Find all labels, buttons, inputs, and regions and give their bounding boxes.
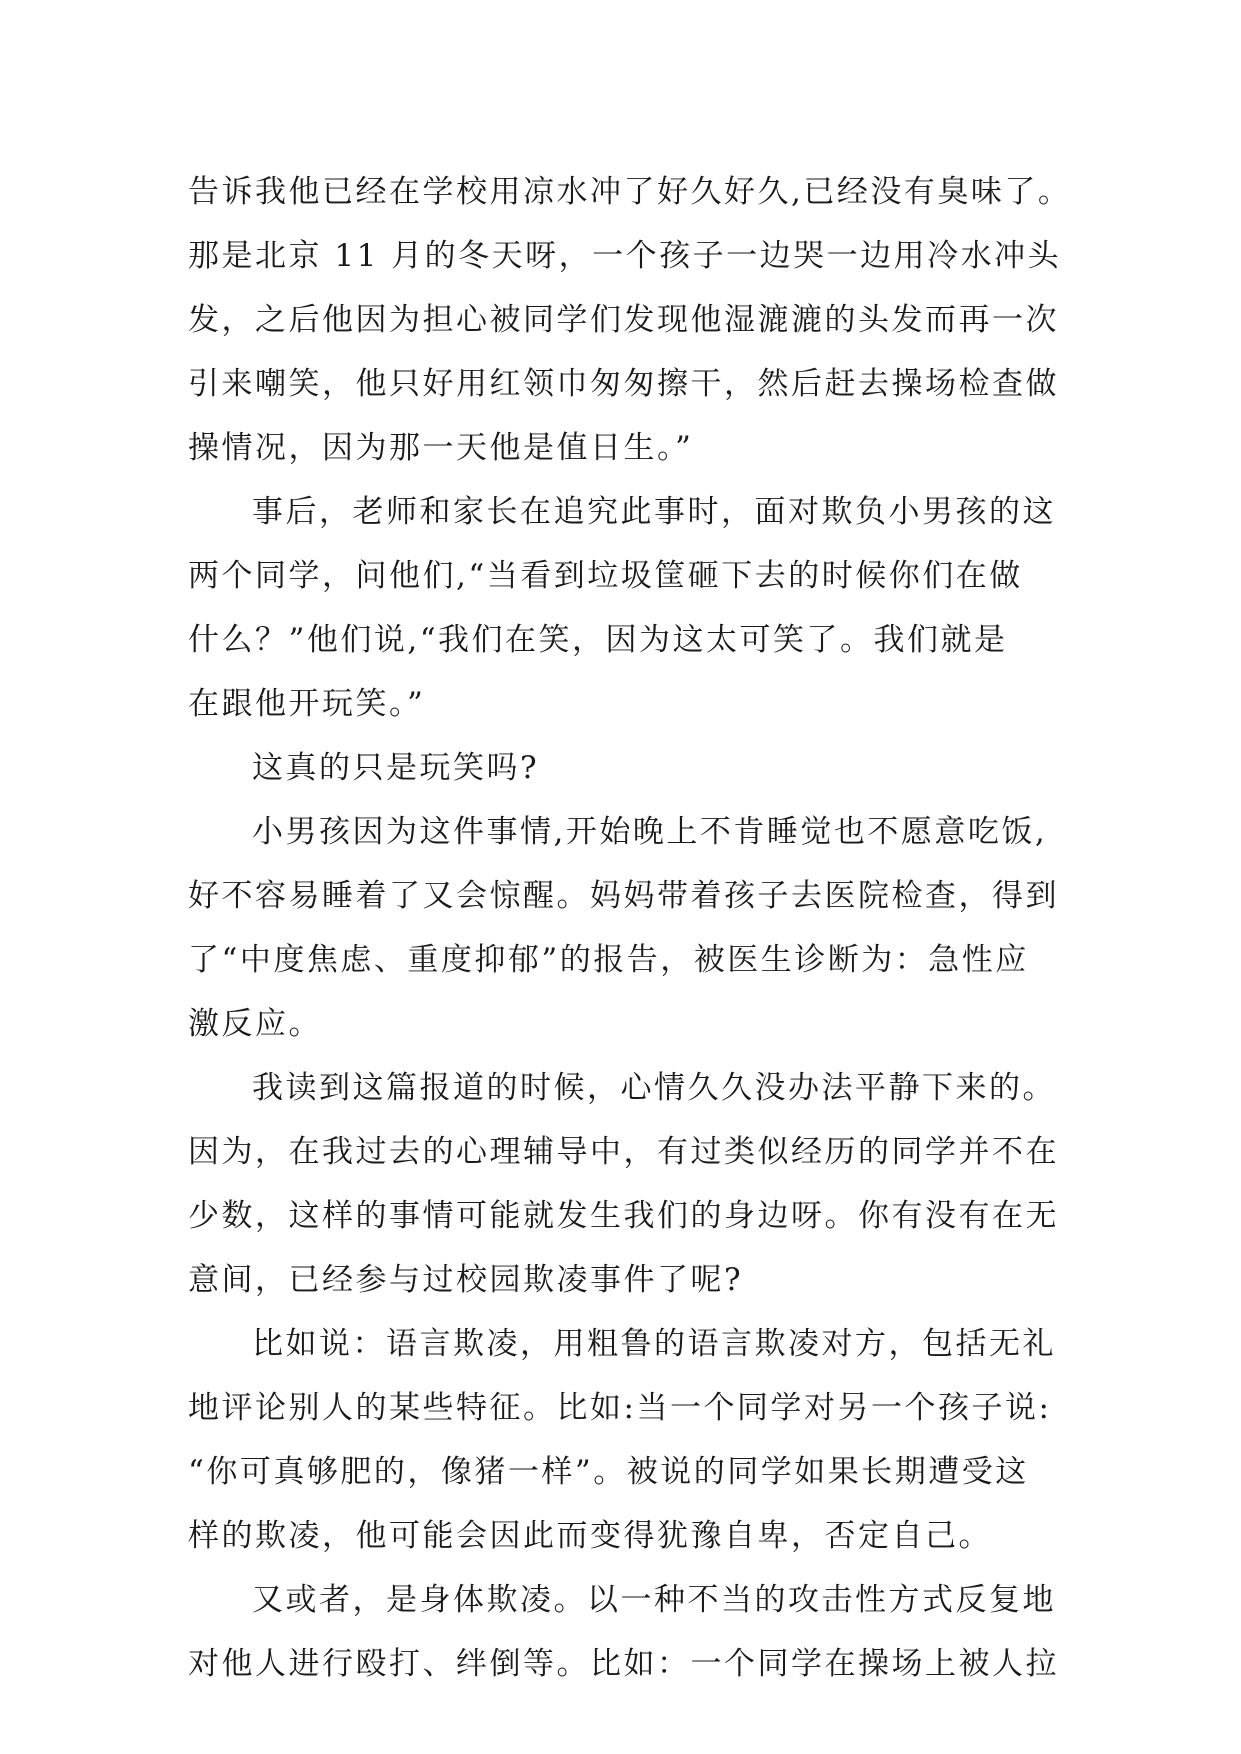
text-line: 引来嘲笑，他只好用红领巾匆匆擦干，然后赶去操场检查做 — [188, 366, 1059, 402]
body-text — [188, 160, 1072, 1696]
text-line: 我读到这篇报道的时候，心情久久没办法平静下来的。 — [252, 1070, 1056, 1106]
text-line: 什么？”他们说,“我们在笑，因为这太可笑了。我们就是 — [188, 622, 1008, 658]
text-line: 少数，这样的事情可能就发生我们的身边呀。你有没有在无 — [188, 1198, 1059, 1234]
text-line: 激反应。 — [188, 1006, 322, 1042]
text-line: 在跟他开玩笑。” — [188, 686, 426, 722]
text-line: 了“中度焦虑、重度抑郁”的报告，被医生诊断为：急性应 — [188, 942, 1029, 978]
text-line: “你可真够肥的，像猪一样”。被说的同学如果长期遭受这 — [188, 1454, 1029, 1490]
text-line: 对他人进行殴打、绊倒等。比如：一个同学在操场上被人拉 — [188, 1646, 1059, 1682]
text-line: 两个同学，问他们,“当看到垃圾筐砸下去的时候你们在做 — [188, 558, 1023, 594]
text-line: 样的欺凌，他可能会因此而变得犹豫自卑，否定自己。 — [188, 1518, 992, 1554]
text-line: 因为，在我过去的心理辅导中，有过类似经历的同学并不在 — [188, 1134, 1059, 1170]
text-line: 那是北京 11 月的冬天呀，一个孩子一边哭一边用冷水冲头 — [188, 238, 1062, 274]
text-line: 操情况，因为那一天他是值日生。” — [188, 430, 694, 466]
text-line: 比如说：语言欺凌，用粗鲁的语言欺凌对方，包括无礼 — [252, 1326, 1056, 1362]
text-line: 地评论别人的某些特征。比如:当一个同学对另一个孩子说: — [188, 1390, 1052, 1426]
text-line: 告诉我他已经在学校用凉水冲了好久好久,已经没有臭味了。 — [188, 174, 1072, 210]
text-line: 又或者，是身体欺凌。以一种不当的攻击性方式反复地 — [252, 1582, 1056, 1618]
text-line: 事后，老师和家长在追究此事时，面对欺负小男孩的这 — [252, 494, 1056, 530]
text-line: 好不容易睡着了又会惊醒。妈妈带着孩子去医院检查，得到 — [188, 878, 1059, 914]
text-line: 意间，已经参与过校园欺凌事件了呢? — [188, 1262, 744, 1298]
text-line: 发，之后他因为担心被同学们发现他湿漉漉的头发而再一次 — [188, 302, 1059, 338]
text-line: 小男孩因为这件事情,开始晚上不肯睡觉也不愿意吃饭, — [252, 814, 1048, 850]
text-line: 这真的只是玩笑吗? — [252, 750, 540, 786]
